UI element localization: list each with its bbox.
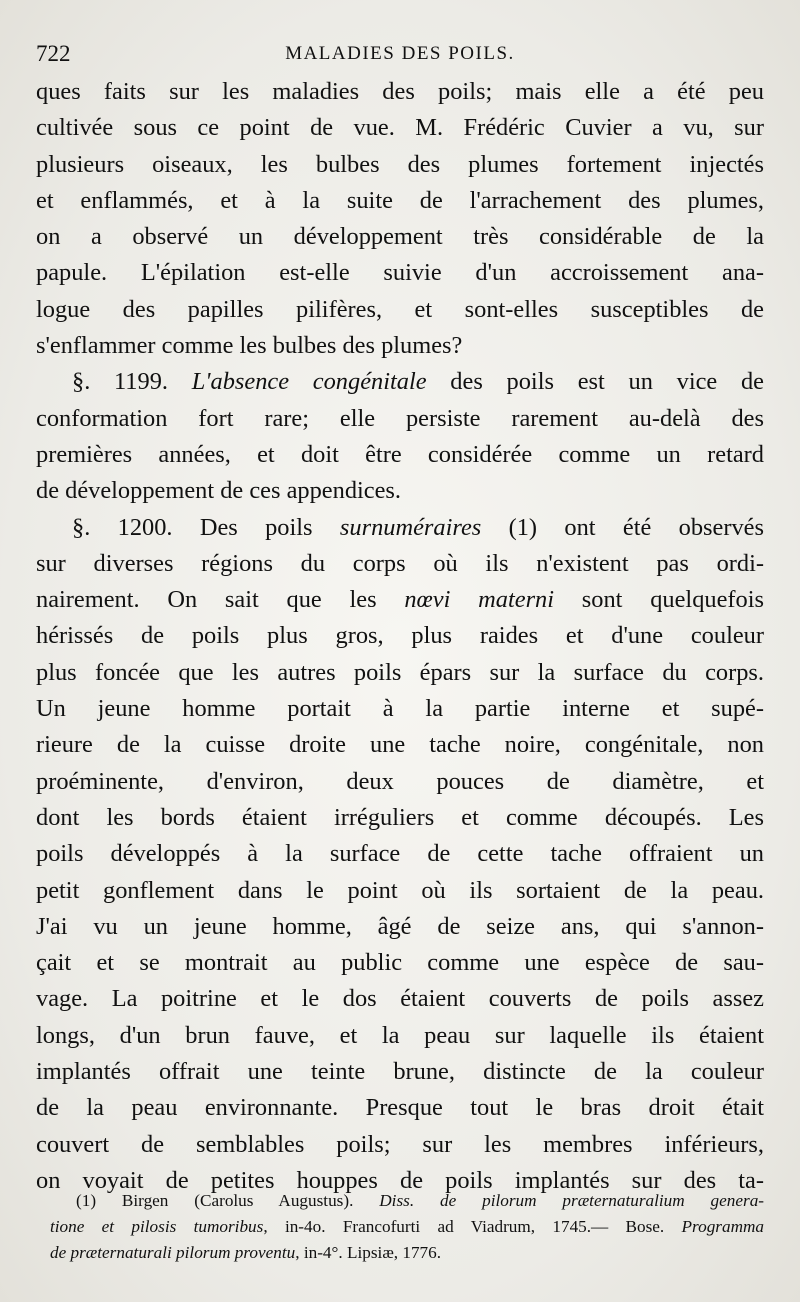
footnote-line <box>50 1214 764 1240</box>
text-line: poils développés à la surface de cette tache offraient un <box>36 840 764 868</box>
text-line: et enflammés, et à la suite de l'arrachement des plumes, <box>36 186 764 214</box>
text-line <box>36 582 764 618</box>
page-number: 722 <box>36 41 71 66</box>
text-line: s'enflammer comme les bulbes des plumes? <box>36 332 463 360</box>
footnote-italic: tione et pilosis tumoribus <box>50 1217 264 1236</box>
section-number: §. 1200. Des poils <box>72 513 340 541</box>
footnote-line <box>50 1188 764 1214</box>
body-text <box>36 74 764 1199</box>
text-line: sur diverses régions du corps où ils n'existent pas ordi- <box>36 549 764 577</box>
text-line: vage. La poitrine et le dos étaient couverts de poils assez <box>36 985 764 1013</box>
text-line: cultivée sous ce point de vue. M. Frédéric Cuvier a vu, sur <box>36 114 764 142</box>
text-line: de développement de ces appendices. <box>36 477 402 505</box>
text-line: premières années, et doit être considérée comme un retard <box>36 440 764 468</box>
text-line: çait et se montrait au public comme une espèce de sau- <box>36 949 764 977</box>
text-line: rieure de la cuisse droite une tache noire, congénitale, non <box>36 731 764 759</box>
footnote-italic: Diss. de pilorum præternaturalium genera- <box>379 1191 764 1210</box>
text-line: longs, d'un brun fauve, et la peau sur laquelle ils étaient <box>36 1021 764 1049</box>
footnote <box>50 1188 764 1266</box>
footnote-text: (1) Birgen (Carolus Augustus). <box>76 1191 380 1210</box>
italic-term: surnuméraires <box>339 513 482 541</box>
italic-term: L'absence congénitale <box>191 368 427 396</box>
text-line: implantés offrait une teinte brune, distincte de la couleur <box>36 1058 764 1086</box>
text-line: on a observé un développement très considérable de la <box>36 223 764 251</box>
text-line: dont les bords étaient irréguliers et comme découpés. Les <box>36 803 764 831</box>
text-line: Un jeune homme portait à la partie interne et supé- <box>36 695 764 723</box>
text-line: papule. L'épilation est-elle suivie d'un accroissement ana- <box>36 259 764 287</box>
footnote-text: , in-4°. Lipsiæ, 1776. <box>295 1243 442 1262</box>
running-title: MALADIES DES POILS. <box>285 43 515 64</box>
text-line: hérissés de poils plus gros, plus raides et d'une couleur <box>36 622 764 650</box>
text-line: plus foncée que les autres poils épars sur la surface du corps. <box>36 658 764 686</box>
text-line: proéminente, d'environ, deux pouces de diamètre, et <box>36 767 764 795</box>
paragraph-1200-first-line <box>36 510 764 546</box>
footnote-italic: Programma <box>681 1217 764 1236</box>
text-line: J'ai vu un jeune homme, âgé de seize ans, qui s'annon- <box>36 912 764 940</box>
text-line: petit gonflement dans le point où ils sortaient de la peau. <box>36 876 764 904</box>
text-line: couvert de semblables poils; sur les membres inférieurs, <box>36 1130 764 1158</box>
footnote-italic: de præternaturali pilorum proventu <box>50 1243 296 1262</box>
text-line: conformation fort rare; elle persiste rarement au-delà des <box>36 404 764 432</box>
text-line: de la peau environnante. Presque tout le bras droit était <box>36 1094 764 1122</box>
text-segment: (1) ont été observés <box>481 513 764 541</box>
running-head <box>36 34 764 74</box>
italic-term: nœvi materni <box>404 586 555 614</box>
paragraph-1199-first-line <box>36 364 764 400</box>
text-line: on voyait de petites houppes de poils implantés sur des ta- <box>36 1166 764 1194</box>
section-number: §. 1199. <box>72 368 192 396</box>
text-line: ques faits sur les maladies des poils; mais elle a été peu <box>36 78 764 105</box>
text-line: logue des papilles pilifères, et sont-elles susceptibles de <box>36 295 764 323</box>
footnote-line <box>50 1240 764 1266</box>
text-segment: des poils est un vice de <box>426 368 764 396</box>
text-line: plusieurs oiseaux, les bulbes des plumes fortement injectés <box>36 150 764 178</box>
text-segment: nairement. On sait que les <box>36 586 405 614</box>
text-segment: sont quelquefois <box>554 586 764 614</box>
footnote-text: , in-4o. Francofurti ad Viadrum, 1745.— Bose. <box>263 1217 682 1236</box>
